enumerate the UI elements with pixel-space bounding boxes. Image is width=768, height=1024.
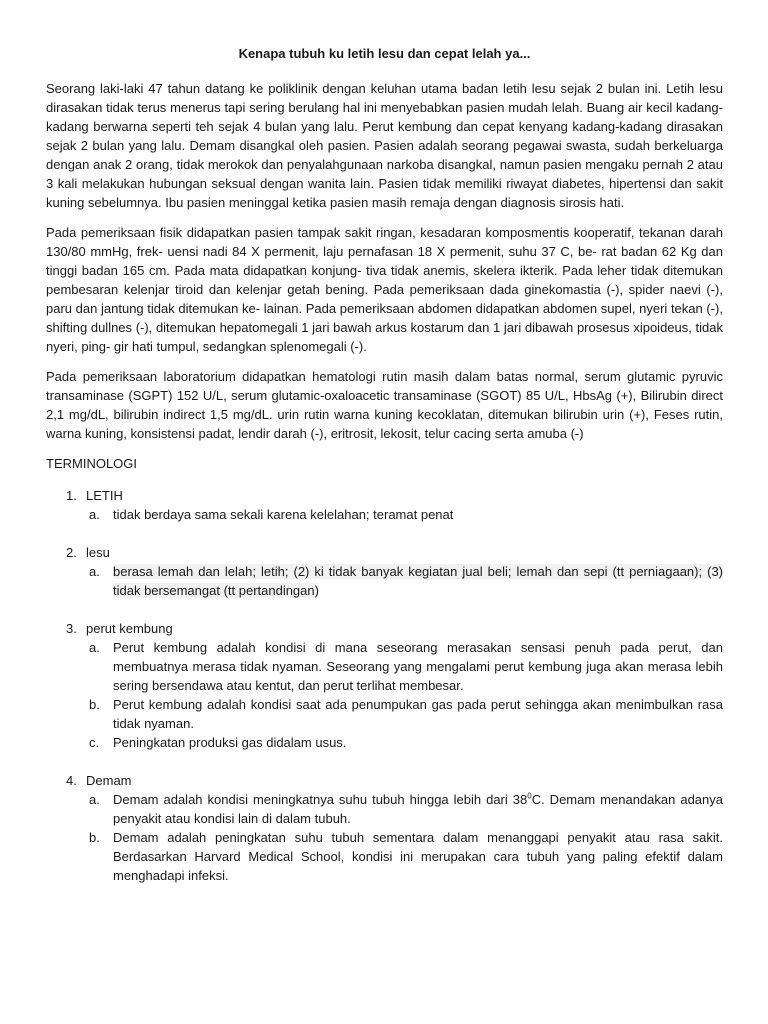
definition-item — [86, 505, 723, 524]
term-number: 1. — [66, 488, 77, 503]
definition-letter: b. — [89, 697, 100, 712]
document-page — [46, 44, 723, 904]
definition-text-after: C. Demam menandakan adanya penyakit atau kondisi lain di dalam tubuh. — [113, 792, 723, 826]
terminology-list — [46, 486, 723, 885]
definition-text-before: Demam adalah kondisi meningkatnya suhu tubuh hingga lebih dari 38 — [113, 792, 528, 807]
definition-letter: a. — [89, 792, 100, 807]
term-item-perut-kembung — [46, 619, 723, 752]
term-item-demam — [46, 771, 723, 885]
case-paragraph-history: Seorang laki-laki 47 tahun datang ke poliklinik dengan keluhan utama badan letih lesu sejak 2 bulan ini. Letih lesu dirasakan tidak terus menerus tapi sering berulang hal ini menyebabkan pasien mudah lelah. Buang air kecil kadang-kadang berwarna seperti teh sejak 4 bulan yang lalu. Perut kembung dan cepat kenyang kadang-kadang dirasakan sejak 2 bulan yang lalu. Demam disangkal oleh pasien. Pasien adalah seorang pegawai swasta, sudah berkeluarga dengan anak 2 orang, tidak merokok dan penyalahgunaan narkoba disangkal, namun pasien mengaku pernah 2 atau 3 kali melakukan hubungan seksual dengan wanita lain. Pasien tidak memiliki riwayat diabetes, hipertensi dan sakit kuning sebelumnya. Ibu pasien meninggal ketika pasien masih remaja dengan diagnosis sirosis hati. — [46, 81, 723, 210]
definition-letter: a. — [89, 640, 100, 655]
definition-item — [86, 733, 723, 752]
definition-letter: a. — [89, 564, 100, 579]
term-title: LETIH — [86, 488, 123, 503]
case-paragraph-laboratory: Pada pemeriksaan laboratorium didapatkan hematologi rutin masih dalam batas normal, serum glutamic pyruvic transaminase (SGPT) 152 U/L, serum glutamic-oxaloacetic transaminase (SGOT) 85 U/L, HbsAg (+), Bilirubin direct 2,1 mg/dL, bilirubin indirect 1,5 mg/dL. urin rutin warna kuning kecoklatan, ditemukan bilirubin urin (+), Feses rutin, warna kuning, konsistensi padat, lendir darah (-), eritrosit, lekosit, telur cacing serta amuba (-) — [46, 369, 723, 441]
definition-text: Perut kembung adalah kondisi di mana seseorang merasakan sensasi penuh pada perut, dan membuatnya merasa tidak nyaman. Seseorang yang mengalami perut kembung juga akan merasa lebih sering bersendawa atau kentut, dan perut terlihat membesar. — [113, 640, 723, 693]
definition-letter: b. — [89, 830, 100, 845]
term-item-lesu — [46, 543, 723, 600]
term-number: 2. — [66, 545, 77, 560]
definition-text: tidak berdaya sama sekali karena kelelahan; teramat penat — [113, 507, 454, 522]
definition-list — [86, 505, 723, 524]
case-paragraph-physical-exam: Pada pemeriksaan fisik didapatkan pasien tampak sakit ringan, kesadaran komposmentis kooperatif, tekanan darah 130/80 mmHg, frek- uensi nadi 84 X permenit, laju pernafasan 18 X permenit, suhu 37 C, be- rat badan 62 Kg dan tinggi badan 165 cm. Pada mata didapatkan konjung- tiva tidak anemis, skelera ikterik. Pada leher tidak ditemukan pembesaran kelenjar tiroid dan kelenjar getah bening. Pada pemeriksaan dada ginekomastia (-), spider naevi (-), paru dan jantung tidak ditemukan ke- lainan. Pada pemeriksaan abdomen didapatkan abdomen supel, nyeri tekan (-), shifting dullnes (-), ditemukan hepatomegali 1 jari bawah arkus kostarum dan 1 jari dibawah prosesus xipoideus, tidak nyeri, ping- gir hati tumpul, sedangkan splenomegali (-). — [46, 225, 723, 354]
document-title: Kenapa tubuh ku letih lesu dan cepat lelah ya... — [238, 46, 531, 61]
definition-list — [86, 562, 723, 600]
term-item-letih — [46, 486, 723, 524]
term-title: lesu — [86, 545, 110, 560]
definition-text-highlighted: berasa lemah dan lelah; letih; (2) ki tidak banyak kegiatan jual beli; lemah dan sepi (tt perniagaan); (3) tidak bersemangat (tt pertandingan) — [113, 564, 723, 598]
definition-list — [86, 790, 723, 885]
terminology-heading: TERMINOLOGI — [46, 456, 138, 471]
term-number: 3. — [66, 621, 77, 636]
term-title: perut kembung — [86, 621, 173, 636]
definition-item — [86, 828, 723, 885]
definition-item — [86, 790, 723, 828]
definition-text: Peningkatan produksi gas didalam usus. — [113, 735, 347, 750]
definition-item — [86, 638, 723, 695]
definition-text: Demam adalah peningkatan suhu tubuh sementara dalam menanggapi penyakit atau rasa sakit. Berdasarkan Harvard Medical School, kondisi ini merupakan cara tubuh yang paling efektif dalam menghadapi infeksi. — [113, 830, 723, 883]
term-number: 4. — [66, 773, 77, 788]
definition-item — [86, 562, 723, 600]
definition-text: Perut kembung adalah kondisi saat ada penumpukan gas pada perut sehingga akan menimbulkan rasa tidak nyaman. — [113, 697, 723, 731]
definition-list — [86, 638, 723, 752]
term-title: Demam — [86, 773, 132, 788]
definition-letter: a. — [89, 507, 100, 522]
definition-letter: c. — [89, 735, 100, 750]
definition-item — [86, 695, 723, 733]
degree-superscript: 0 — [527, 791, 532, 801]
definition-text — [113, 792, 723, 826]
